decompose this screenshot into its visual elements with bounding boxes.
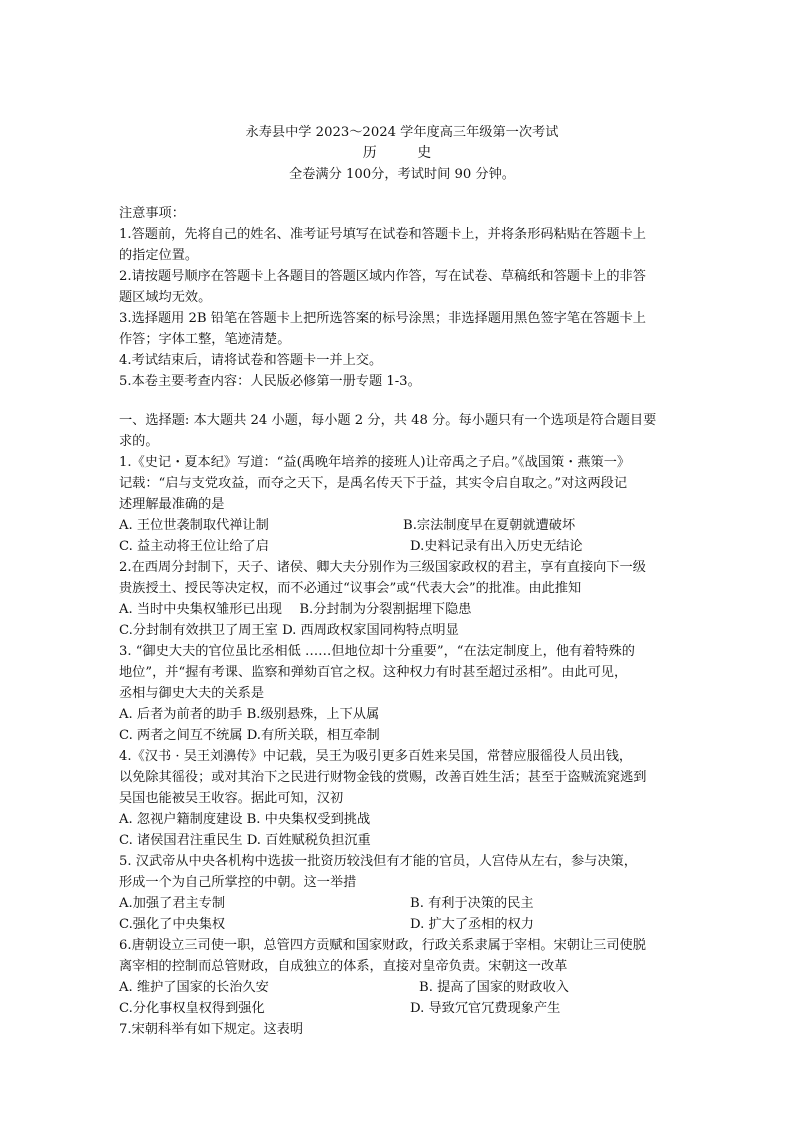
notes-line: 3.选择题用 2B 铅笔在答题卡上把所选答案的标号涂黑；非选择题用黑色签字笔在答题卡上 [119,311,646,326]
section-line: 求的。 [119,434,159,449]
question-stem: 7.宋朝科举有如下规定。这表明 [119,1022,304,1037]
question-4 [119,746,679,851]
exam-header [119,122,679,185]
question-stem: 记载：“启与支党攻益，而夺之天下，是禹名传天下于益，其实令启自取之。”对这两段记 [119,476,628,491]
exam-page [119,122,679,1040]
question-stem: 5. 汉武帝从中央各机构中选拔一批资历较浅但有才能的官员，人宫侍从左右，参与决策， [119,854,637,869]
question-7 [119,1019,679,1040]
question-stem: 2.在西周分封制下，天子、诸侯、卿大夫分别作为三级国家政权的君主，享有直接向下一级 [119,560,646,575]
question-stem: 4.《汉书 · 吴王刘濞传》中记载，吴王为吸引更多百姓来吴国，常替应服徭役人员出钱， [119,749,633,764]
question-stem: 丞相与御史大夫的关系是 [119,686,265,701]
question-5 [119,851,679,935]
option-a: A.加强了君主专制 [119,896,226,911]
option-d: D. 扩大了丞相的权力 [410,917,534,932]
question-stem: 离宰相的控制而总管财政，自成独立的体系，直接对皇帝负责。宋朝这一改革 [119,959,568,974]
notes-line: 1.答题前，先将自己的姓名、准考证号填写在试卷和答题卡上，并将条形码粘贴在答题卡上 [119,227,646,242]
option-b: B.宗法制度早在夏朝就遭破坏 [403,518,576,533]
question-6 [119,935,679,1019]
question-1 [119,452,679,557]
option-a: A. 王位世袭制取代禅让制 [119,518,269,533]
option-c: C.强化了中央集权 [119,917,226,932]
notes-line: 题区域均无效。 [119,290,212,305]
option-a: A. 维护了国家的长治久安 [119,980,269,995]
option-row-ab: A. 当时中央集权雏形已出现 B.分封制为分裂割据埋下隐患 [119,602,472,617]
subject-title: 历 史 [362,145,450,161]
question-stem: 3. “御史大夫的官位虽比丞相低 ……但地位却十分重要”，“在法定制度上，他有着特殊的 [119,644,635,659]
notes-line: 5.本卷主要考查内容：人民版必修第一册专题 1-3。 [119,374,421,389]
question-3 [119,641,679,746]
option-b: B. 提高了国家的财政收入 [419,980,569,995]
option-row-ab: A. 忽视户籍制度建设 B. 中央集权受到挑战 [119,812,371,827]
question-stem: 1.《史记・夏本纪》写道：“益(禹晚年培养的接班人)让帝禹之子启。”《战国策・燕策一》 [119,455,631,470]
option-row [119,998,679,1019]
option-d: D. 导致冗官冗费现象产生 [410,1001,561,1016]
exam-info: 全卷满分 100分，考试时间 90 分钟。 [289,167,515,182]
question-stem: 吴国也能被吴王收容。据此可知，汉初 [119,791,344,806]
option-row [119,977,679,998]
question-stem: 贵族授土、授民等决定权，而不必通过“议事会”或“代表大会”的批准。由此推知 [119,581,582,596]
notes-line: 2.请按题号顺序在答题卡上各题目的答题区域内作答，写在试卷、草稿纸和答题卡上的非答 [119,269,646,284]
question-stem: 6.唐朝设立三司使一职，总管四方贡赋和国家财政，行政关系隶属于宰相。宋朝让三司使脱 [119,938,646,953]
notes-section [119,203,679,392]
option-row [119,914,679,935]
notes-line: 4.考试结束后，请将试卷和答题卡一并上交。 [119,353,383,368]
notes-line: 作答；字体工整，笔迹清楚。 [119,332,291,347]
option-row-cd: C. 两者之间互不统属 D.有所关联，相互牵制 [119,728,380,743]
notes-heading: 注意事项： [119,206,185,221]
question-stem: 以免除其徭役；或对其治下之民进行财物金钱的赏赐，改善百姓生活；甚至于盗贼流窕逃到 [119,770,647,785]
option-b: B. 有利于决策的民主 [410,896,534,911]
option-d: D.史料记录有出入历史无结论 [410,539,583,554]
notes-line: 的指定位置。 [119,248,199,263]
option-row-cd: C.分封制有效拱卫了周王室 D. 西周政权家国同构特点明显 [119,623,459,638]
question-stem: 述理解最准确的是 [119,497,225,512]
option-row [119,515,679,536]
question-stem: 形成一个为自己所掌控的中朝。这一举措 [119,875,357,890]
question-2 [119,557,679,641]
section-line: 一、选择题: 本大题共 24 小题，每小题 2 分，共 48 分。每小题只有一个选项是符合题目要 [119,413,657,428]
question-stem: 地位”，并“握有考课、监察和弹劾百官之权。这种权力有时甚至超过丞相”。由此可见， [119,665,628,680]
option-row-ab: A. 后者为前者的助手 B.级别悬殊，上下从属 [119,707,380,722]
option-row [119,536,679,557]
option-row-cd: C. 诸侯国君注重民生 D. 百姓赋税负担沉重 [119,833,371,848]
option-c: C.分化事权皇权得到强化 [119,1001,265,1016]
section-intro [119,410,679,452]
option-c: C. 益主动将王位让给了启 [119,539,269,554]
exam-title: 永寿县中学 2023～2024 学年度高三年级第一次考试 [245,125,559,140]
option-row [119,893,679,914]
